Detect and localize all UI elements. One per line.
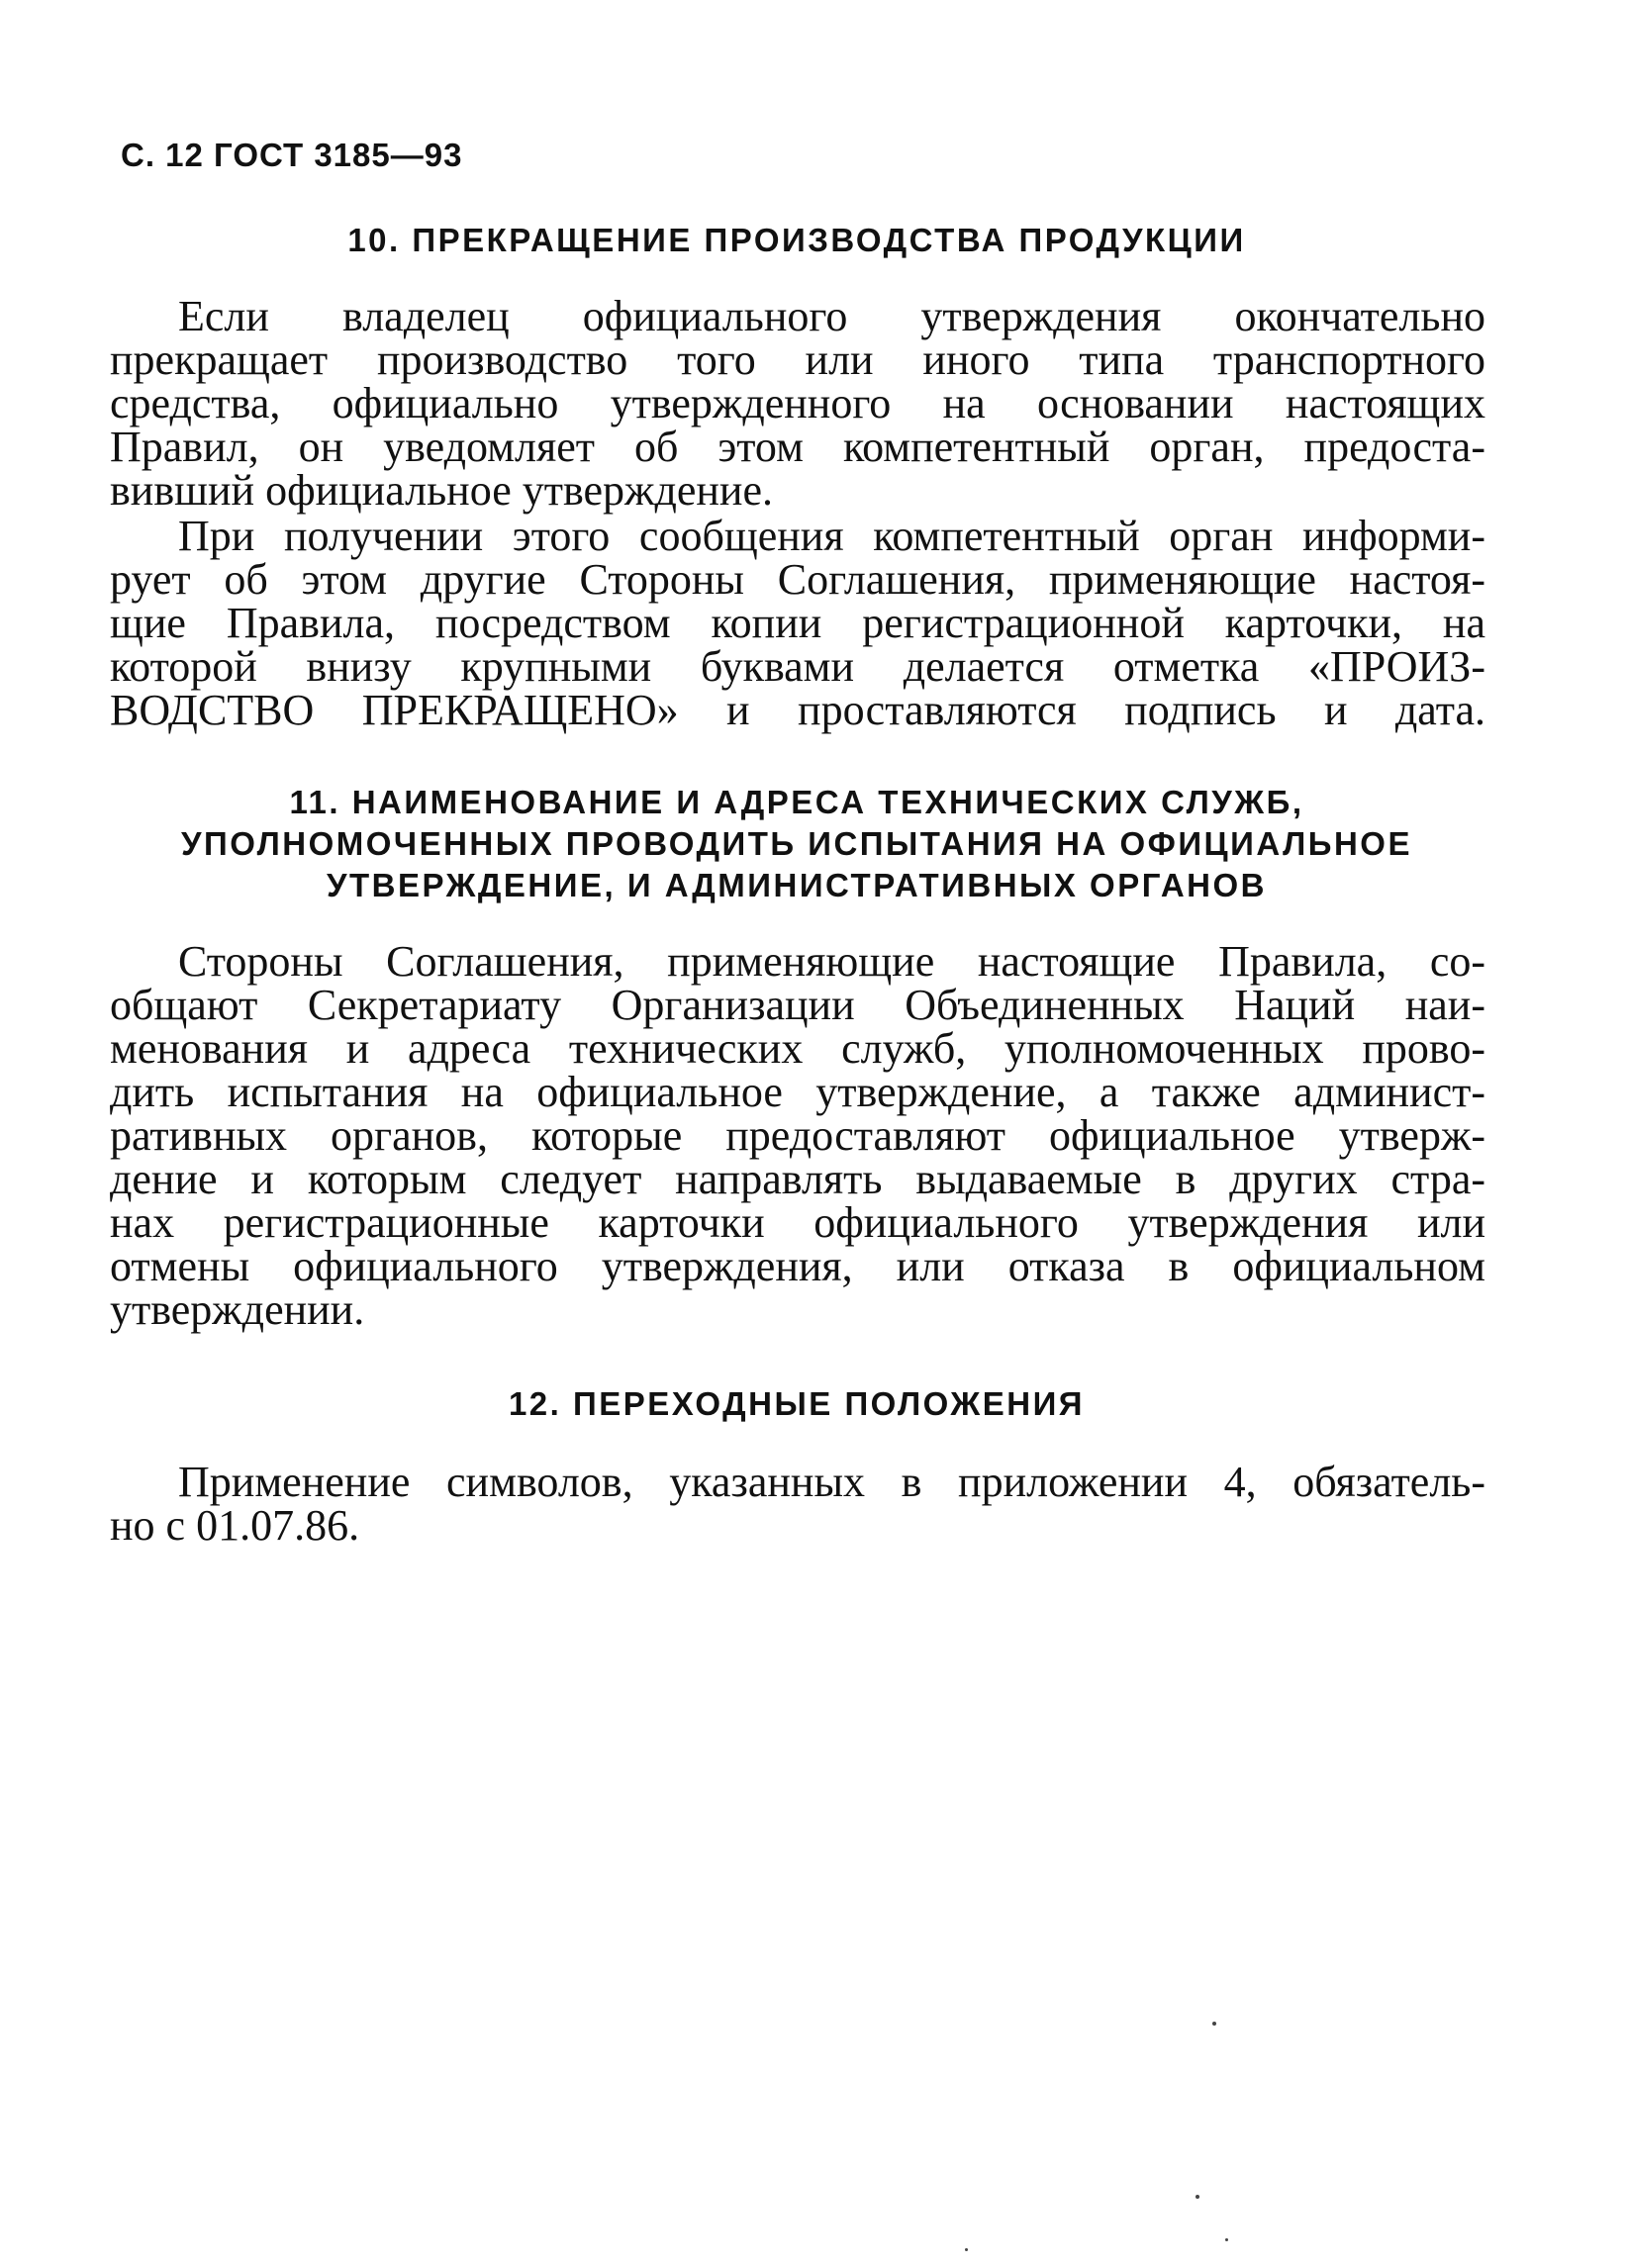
text-line: щие Правила, посредством копии регистрационной карточки, на xyxy=(110,599,1485,647)
text-line: Стороны Соглашения, применяющие настоящие Правила, со- xyxy=(178,937,1485,986)
text-line: нах регистрационные карточки официального утверждения или xyxy=(110,1198,1485,1247)
text-line: дить испытания на официальное утверждение, а также админист- xyxy=(110,1068,1485,1116)
text-line: средства, официально утвержденного на основании настоящих xyxy=(110,379,1485,427)
scan-speck xyxy=(965,2248,968,2251)
text-line: Если владелец официального утверждения окончательно xyxy=(178,292,1485,340)
text-line: дение и которым следует направлять выдаваемые в других стра- xyxy=(110,1155,1485,1203)
heading-line: УПОЛНОМОЧЕННЫХ ПРОВОДИТЬ ИСПЫТАНИЯ НА ОФИЦИАЛЬНОЕ xyxy=(181,825,1412,862)
text-line: При получении этого сообщения компетентный орган информи- xyxy=(178,512,1485,560)
page-header: С. 12 ГОСТ 3185—93 xyxy=(121,137,463,173)
text-line: прекращает производство того или иного типа транспортного xyxy=(110,335,1485,384)
heading-line: 10. ПРЕКРАЩЕНИЕ ПРОИЗВОДСТВА ПРОДУКЦИИ xyxy=(347,222,1246,258)
text-line: которой внизу крупными буквами делается отметка «ПРОИЗ- xyxy=(110,642,1485,691)
heading-line: 11. НАИМЕНОВАНИЕ И АДРЕСА ТЕХНИЧЕСКИХ СЛУЖБ, xyxy=(289,784,1304,820)
heading-line: УТВЕРЖДЕНИЕ, И АДМИНИСТРАТИВНЫХ ОРГАНОВ xyxy=(326,867,1268,903)
scan-speck xyxy=(1196,2195,1199,2199)
text-line: вивший официальное утверждение. xyxy=(110,466,773,515)
section-10-heading xyxy=(109,220,1484,261)
text-line: ративных органов, которые предоставляют официальное утверж- xyxy=(110,1111,1485,1160)
scan-speck xyxy=(1225,2238,1228,2241)
text-line: рует об этом другие Стороны Соглашения, применяющие настоя- xyxy=(110,555,1485,604)
text-line: отмены официального утверждения, или отказа в официальном xyxy=(110,1242,1485,1290)
section-11-heading xyxy=(109,782,1484,906)
text-line: ВОДСТВО ПРЕКРАЩЕНО» и проставляются подпись и дата. xyxy=(110,686,1485,734)
scan-speck xyxy=(1212,2022,1216,2026)
text-line: Правил, он уведомляет об этом компетентный орган, предоста- xyxy=(110,423,1485,471)
section-12-heading xyxy=(109,1383,1484,1425)
text-line: общают Секретариату Организации Объединенных Наций наи- xyxy=(110,981,1485,1029)
heading-line: 12. ПЕРЕХОДНЫЕ ПОЛОЖЕНИЯ xyxy=(508,1385,1086,1422)
text-line: менования и адреса технических служб, уполномоченных прово- xyxy=(110,1024,1485,1073)
text-line: Применение символов, указанных в приложении 4, обязатель- xyxy=(178,1458,1485,1506)
text-line: но с 01.07.86. xyxy=(110,1501,360,1550)
text-line: утверждении. xyxy=(110,1285,365,1334)
